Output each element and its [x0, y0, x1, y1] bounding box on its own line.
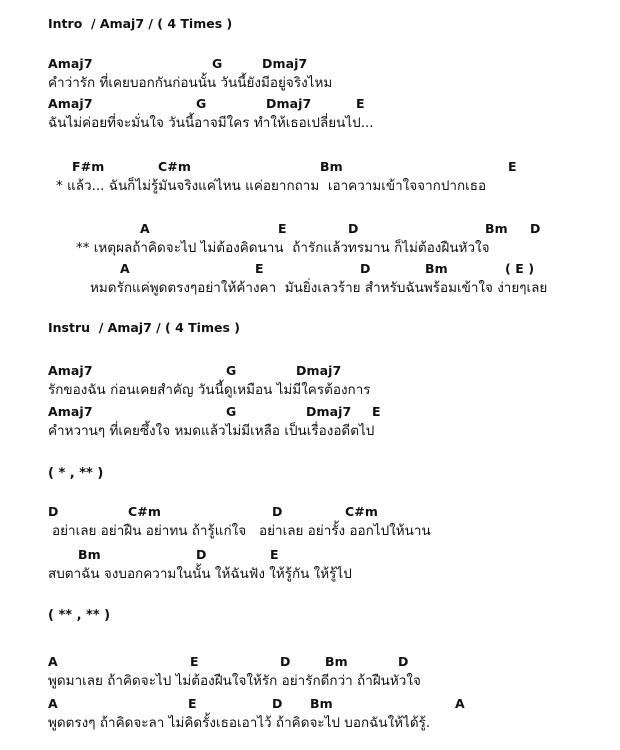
chord-label: Amaj7 [48, 56, 93, 71]
lyric-line: พูดมาเลย ถ้าคิดจะไป ไม่ต้องฝืนใจให้รัก อย่ารักดีกว่า ถ้าฝืนหัวใจ [48, 673, 421, 689]
chord-label: Bm [325, 654, 348, 669]
chord-label: G [212, 56, 223, 71]
chord-label: A [455, 696, 465, 711]
chord-label: E [190, 654, 199, 669]
chord-label: D [48, 504, 59, 519]
lyric-line: * แล้ว... ฉันก็ไม่รู้มันจริงแค่ไหน แค่อยากถาม เอาความเข้าใจจากปากเธอ [56, 178, 487, 194]
chord-line [0, 654, 620, 672]
chord-label: E [270, 547, 279, 562]
chord-label: A [48, 654, 58, 669]
chord-label: D [280, 654, 291, 669]
chord-label: F#m [72, 159, 105, 174]
section-heading: Intro / Amaj7 / ( 4 Times ) [48, 16, 233, 31]
chord-label: Bm [425, 261, 448, 276]
chord-label: Dmaj7 [262, 56, 308, 71]
lyric-line: ฉันไม่ค่อยที่จะมั่นใจ วันนี้อาจมีใคร ทำให้เธอเปลี่ยนไป... [48, 115, 374, 131]
lyric-line: รักของฉัน ก่อนเคยสำคัญ วันนี้ดูเหมือน ไม่มีใครต้องการ [48, 382, 371, 398]
lyric-line: สบตาฉัน จงบอกความในนั้น ให้ฉันฟัง ให้รู้กัน ให้รู้ไป [48, 566, 352, 582]
lyric-line: หมดรักแค่พูดตรงๆอย่าให้ค้างคา มันยิ่งเลวร้าย สำหรับฉันพร้อมเข้าใจ ง่ายๆเลย [90, 280, 548, 296]
chord-label: A [48, 696, 58, 711]
chord-label: Bm [310, 696, 333, 711]
chord-label: Amaj7 [48, 363, 93, 378]
chord-label: D [196, 547, 207, 562]
chord-line [0, 56, 620, 74]
repeat-marker: ( * , ** ) [48, 466, 104, 481]
chord-label: Dmaj7 [296, 363, 342, 378]
chord-label: Bm [485, 221, 508, 236]
chord-label: Dmaj7 [306, 404, 352, 419]
chord-label: C#m [128, 504, 161, 519]
chord-label: Bm [320, 159, 343, 174]
chord-label: E [278, 221, 287, 236]
chord-label: Amaj7 [48, 96, 93, 111]
chord-label: E [255, 261, 264, 276]
lyric-line: คำว่ารัก ที่เคยบอกกันก่อนนั้น วันนี้ยังมีอยู่จริงไหม [48, 75, 333, 91]
chord-label: C#m [345, 504, 378, 519]
chord-line [0, 96, 620, 114]
chord-label: E [356, 96, 365, 111]
lyric-line: พูดตรงๆ ถ้าคิดจะลา ไม่คิดรั้งเธอเอาไว้ ถ้าคิดจะไป บอกฉันให้ได้รู้. [48, 715, 431, 731]
repeat-marker: ( ** , ** ) [48, 608, 111, 623]
chord-label: E [372, 404, 381, 419]
chord-label: D [530, 221, 541, 236]
chord-line [0, 159, 620, 177]
chord-label: Amaj7 [48, 404, 93, 419]
chord-line [0, 221, 620, 239]
chord-label: ( E ) [505, 261, 535, 276]
chord-line [0, 404, 620, 422]
chord-label: D [360, 261, 371, 276]
lyric-line: อย่าเลย อย่าฝืน อย่าทน ถ้ารู้แก่ใจ อย่าเลย อย่ารั้ง ออกไปให้นาน [52, 523, 431, 539]
chord-line [0, 363, 620, 381]
chord-label: G [196, 96, 207, 111]
chord-label: E [188, 696, 197, 711]
chord-label: D [272, 696, 283, 711]
chord-label: D [348, 221, 359, 236]
chord-line [0, 696, 620, 714]
chord-label: Dmaj7 [266, 96, 312, 111]
chord-line [0, 261, 620, 279]
chord-label: C#m [158, 159, 191, 174]
chord-label: D [272, 504, 283, 519]
chord-label: A [140, 221, 150, 236]
lyric-line: คำหวานๆ ที่เคยซึ้งใจ หมดแล้วไม่มีเหลือ เป็นเรื่องอดีตไป [48, 423, 375, 439]
section-heading: Instru / Amaj7 / ( 4 Times ) [48, 320, 240, 335]
chord-line [0, 504, 620, 522]
chord-label: Bm [78, 547, 101, 562]
chord-label: D [398, 654, 409, 669]
chord-line [0, 547, 620, 565]
chord-label: G [226, 363, 237, 378]
chord-label: G [226, 404, 237, 419]
chord-label: E [508, 159, 517, 174]
lyric-line: ** เหตุผลถ้าคิดจะไป ไม่ต้องคิดนาน ถ้ารักแล้วทรมาน ก็ไม่ต้องฝืนหัวใจ [76, 240, 490, 256]
chord-label: A [120, 261, 130, 276]
